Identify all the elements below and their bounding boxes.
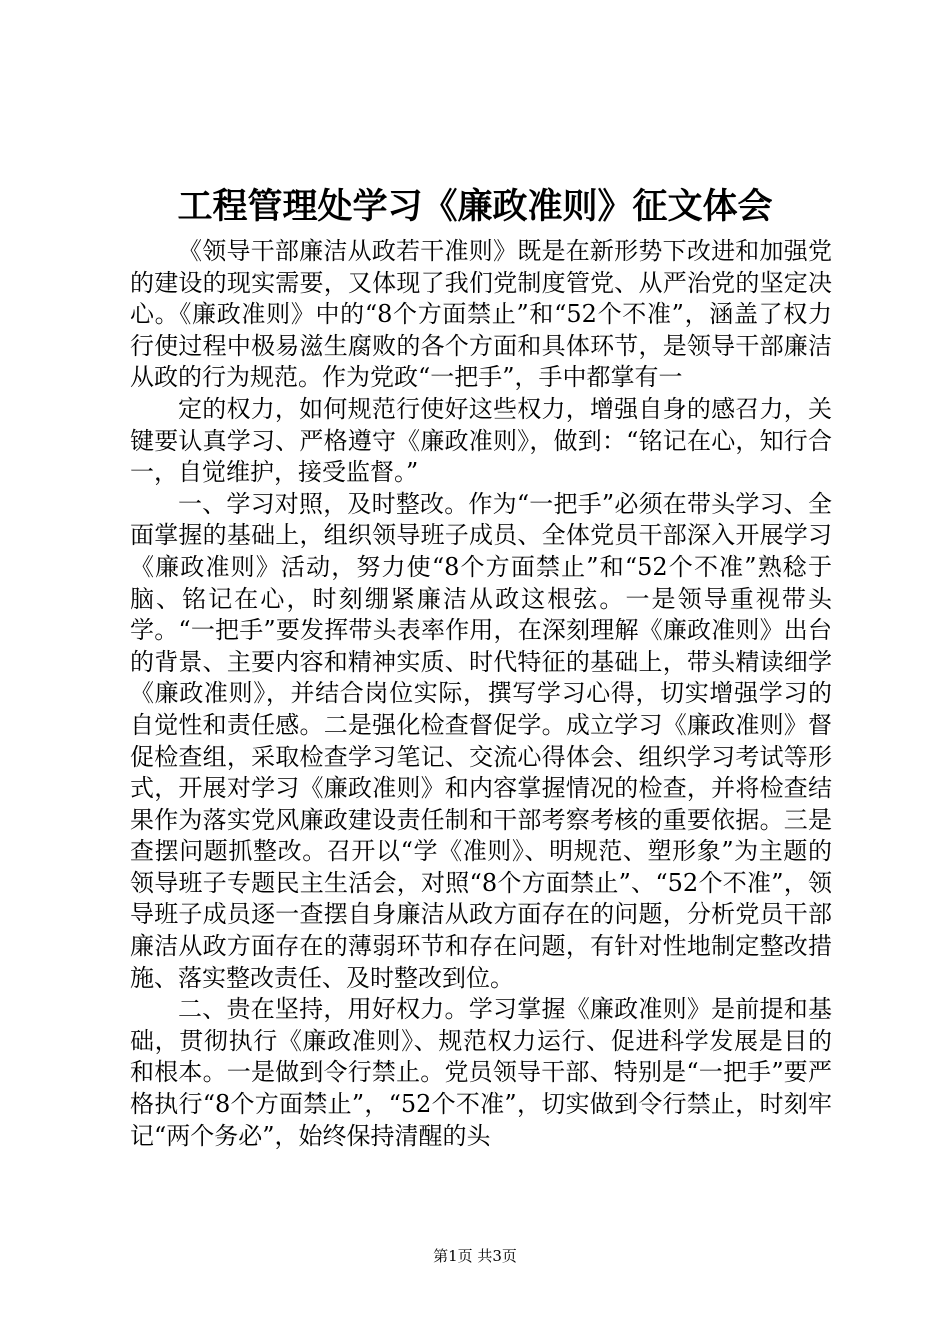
paragraph: 二、贵在坚持，用好权力。学习掌握《廉政准则》是前提和基础，贯彻执行《廉政准则》、规范权力运行、促进科学发展是目的和根本。一是做到令行禁止。党员领导干部、特别是“一把手”要严格执行“8个方面禁止”，“52个不准”，切实做到令行禁止，时刻牢记“两个务必”，始终保持清醒的头	[130, 995, 832, 1150]
paragraph: 定的权力，如何规范行使好这些权力，增强自身的感召力，关键要认真学习、严格遵守《廉政准则》，做到：“铭记在心，知行合一，自觉维护，接受监督。”	[130, 394, 832, 487]
paragraph: 一、学习对照，及时整改。作为“一把手”必须在带头学习、全面掌握的基础上，组织领导班子成员、全体党员干部深入开展学习《廉政准则》活动，努力使“8个方面禁止”和“52个不准”熟稔于脑、铭记在心，时刻绷紧廉洁从政这根弦。一是领导重视带头学。“一把手”要发挥带头表率作用，在深刻理解《廉政准则》出台的背景、主要内容和精神实质、时代特征的基础上，带头精读细学《廉政准则》，并结合岗位实际，撰写学习心得，切实增强学习的自觉性和责任感。二是强化检查督促学。成立学习《廉政准则》督促检查组，采取检查学习笔记、交流心得体会、组织学习考试等形式，开展对学习《廉政准则》和内容掌握情况的检查，并将检查结果作为落实党风廉政建设责任制和干部考察考核的重要依据。三是查摆问题抓整改。召开以“学《准则》、明规范、塑形象”为主题的领导班子专题民主生活会，对照“8个方面禁止”、“52个不准”，领导班子成员逐一查摆自身廉洁从政方面存在的问题，分析党员干部廉洁从政方面存在的薄弱环节和存在问题，有针对性地制定整改措施、落实整改责任、及时整改到位。	[130, 489, 832, 992]
paragraph: 《领导干部廉洁从政若干准则》既是在新形势下改进和加强党的建设的现实需要，又体现了我们党制度管党、从严治党的坚定决心。《廉政准则》中的“8个方面禁止”和“52个不准”，涵盖了权力行使过程中极易滋生腐败的各个方面和具体环节，是领导干部廉洁从政的行为规范。作为党政“一把手”，手中都掌有一	[130, 237, 832, 392]
document-title: 工程管理处学习《廉政准则》征文体会	[177, 186, 773, 227]
page-number-footer: 第1页 共3页	[433, 1247, 517, 1265]
document-body	[130, 236, 832, 1152]
